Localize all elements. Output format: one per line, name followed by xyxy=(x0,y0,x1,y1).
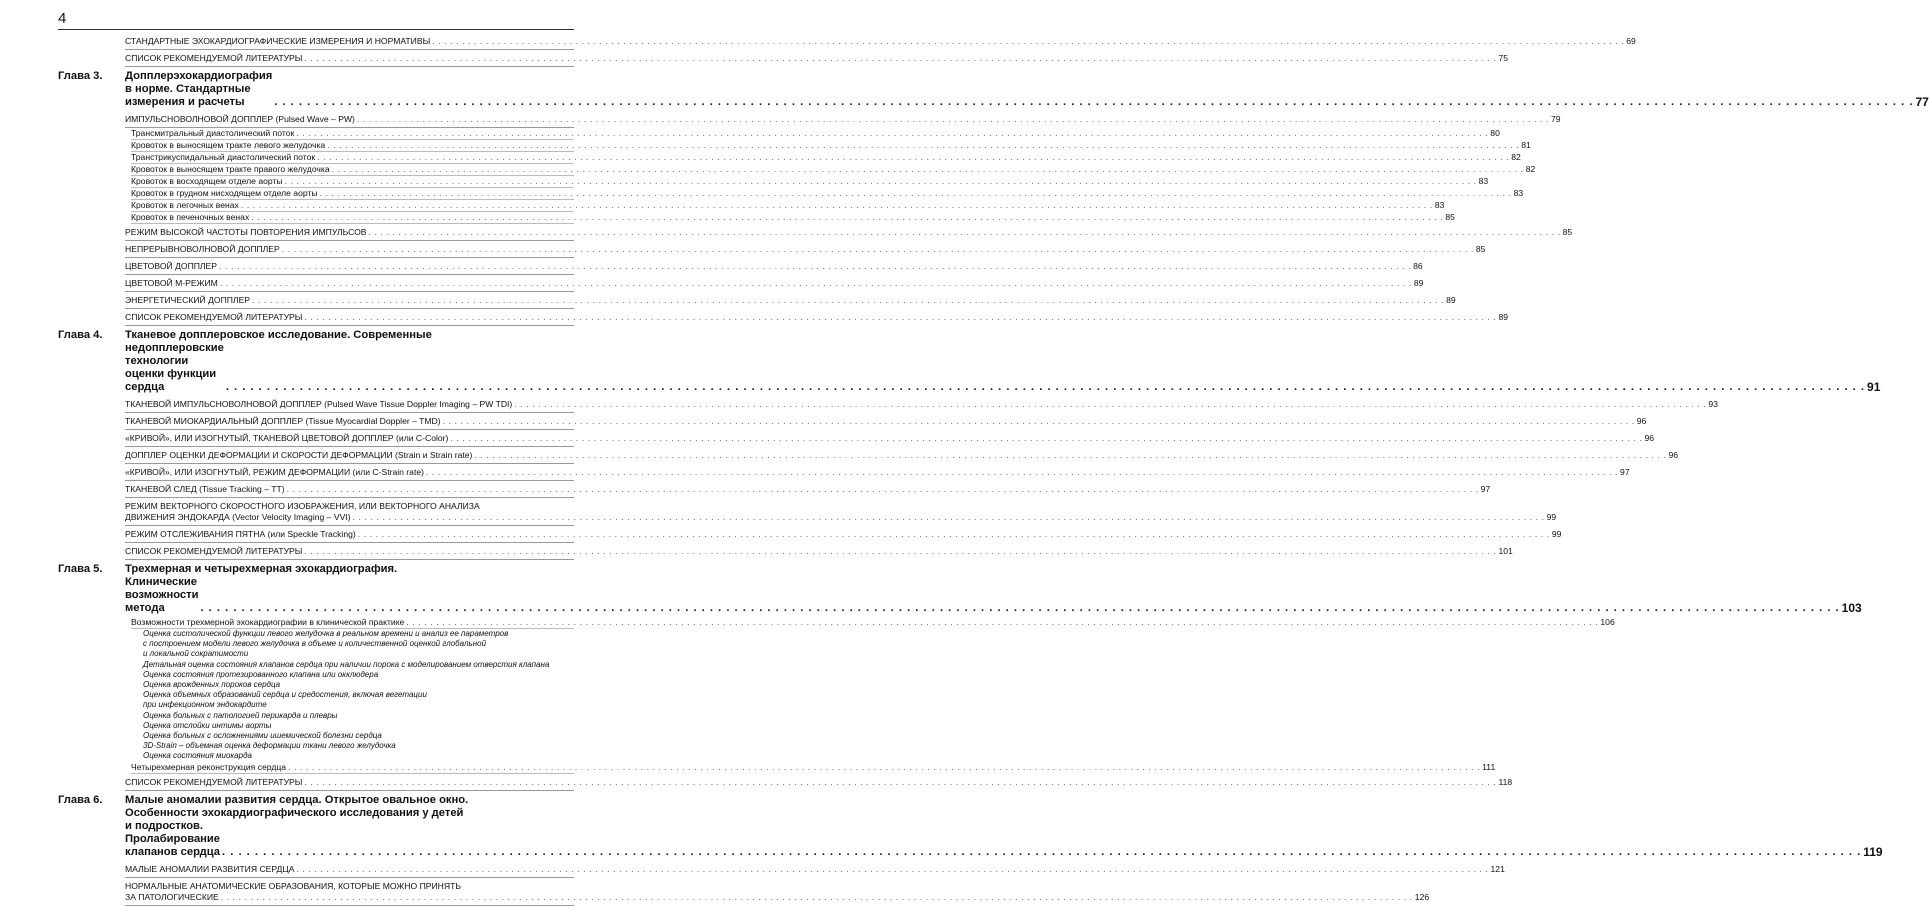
entry-title-line: ЗА ПАТОЛОГИЧЕСКИЕ xyxy=(125,891,219,902)
chapter-label: Глава 4. xyxy=(58,329,103,341)
chapter-page-number: 119 xyxy=(1863,844,1883,859)
entry-title-line: «КРИВОЙ», ИЛИ ИЗОГНУТЫЙ, ТКАНЕВОЙ ЦВЕТОВОЙ ДОППЛЕР (или C-Color) xyxy=(125,433,449,443)
toc-entry[interactable] xyxy=(125,447,1679,464)
toc-entry[interactable] xyxy=(125,861,1505,878)
dot-leader: . . . . . . . . . . . . . . . . . . . . . . . . . . . . . . . . . . . . . . . . . . . . . . . . . . . . . . . . . . . . . . . . . . . . . . . . . . . . . . . . . . . . . . . . . . . . . . . . . . . . . . . . . . . . . . . . . . . . . . . . . . . . . . . . . . . . . . . . . . . . . . . . . . . . . . . . . . . . . . . . . . . . . . . . . . . . . . . . . . . . . . . . . . . . . . . . . . . . . . . . xyxy=(406,617,1599,627)
entry-page-number: 89 xyxy=(1413,278,1424,288)
toc-entry[interactable] xyxy=(125,413,1647,430)
dot-leader: . . . . . . . . . . . . . . . . . . . . . . . . . . . . . . . . . . . . . . . . . . . . . . . . . . . . . . . . . . . . . . . . . . . . . . . . . . . . . . . . . . . . . . . . . . . . . . . . . . . . . . . . . . . . . . . . . . . . . . . . . . . . . . . . . . . . . . . . . . . . . . . . . . . . . . . . . . . . . . . . . . . . . . . . . . . . . . . . . . . . . . . . . . . . . . . . . . . . . . . . xyxy=(200,602,1840,614)
toc-entry[interactable] xyxy=(131,128,1500,140)
toc-entry[interactable] xyxy=(125,241,1486,258)
entry-title-line: Кровоток в выносящем тракте правого желудочка xyxy=(131,164,330,174)
chapter-label: Глава 6. xyxy=(58,793,103,806)
entry-page-number: 79 xyxy=(1550,114,1561,124)
toc-entry[interactable] xyxy=(125,33,1636,50)
entry-title-line: Оценка объемных образований сердца и средостения, включая вегетации xyxy=(143,690,427,700)
toc-subitem[interactable] xyxy=(143,680,574,690)
dot-leader: . . . . . . . . . . . . . . . . . . . . . . . . . . . . . . . . . . . . . . . . . . . . . . . . . . . . . . . . . . . . . . . . . . . . . . . . . . . . . . . . . . . . . . . . . . . . . . . . . . . . . . . . . . . . . . . . . . . . . . . . . . . . . . . . . . . . . . . . . . . . . . . . . . . . . . . . . . . . . . . . . . . . . . . . . . . . . . . . . . . . . . . . . . . . . . . . . . . . . . . . xyxy=(442,416,1635,426)
entry-page-number: 83 xyxy=(1434,200,1445,210)
entry-title-line: Кровоток в выносящем тракте левого желудочка xyxy=(131,140,326,150)
entry-page-number: 121 xyxy=(1490,863,1505,874)
dot-leader: . . . . . . . . . . . . . . . . . . . . . . . . . . . . . . . . . . . . . . . . . . . . . . . . . . . . . . . . . . . . . . . . . . . . . . . . . . . . . . . . . . . . . . . . . . . . . . . . . . . . . . . . . . . . . . . . . . . . . . . . . . . . . . . . . . . . . . . . . . . . . . . . . . . . . . . . . . . . . . . . . . . . . . . . . . . . . . . . . . . . . . . . . . . . . . . . . . . . . . . . xyxy=(474,450,1667,460)
dot-leader: . . . . . . . . . . . . . . . . . . . . . . . . . . . . . . . . . . . . . . . . . . . . . . . . . . . . . . . . . . . . . . . . . . . . . . . . . . . . . . . . . . . . . . . . . . . . . . . . . . . . . . . . . . . . . . . . . . . . . . . . . . . . . . . . . . . . . . . . . . . . . . . . . . . . . . . . . . . . . . . . . . . . . . . . . . . . . . . . . . . . . . . . . . . . . . . . . . . . . . . . xyxy=(317,152,1510,162)
toc-entry[interactable] xyxy=(125,258,1423,275)
toc-entry[interactable] xyxy=(131,140,1531,152)
dot-leader: . . . . . . . . . . . . . . . . . . . . . . . . . . . . . . . . . . . . . . . . . . . . . . . . . . . . . . . . . . . . . . . . . . . . . . . . . . . . . . . . . . . . . . . . . . . . . . . . . . . . . . . . . . . . . . . . . . . . . . . . . . . . . . . . . . . . . . . . . . . . . . . . . . . . . . . . . . . . . . . . . . . . . . . . . . . . . . . . . . . . . . . . . . . . . . . . . . . . . . . . xyxy=(357,529,1550,539)
toc-entry[interactable] xyxy=(131,188,1524,200)
toc-entry[interactable] xyxy=(125,275,1424,292)
entry-page-number: 126 xyxy=(1414,891,1430,902)
page-number: 4 xyxy=(58,10,67,27)
entry-page-number: 99 xyxy=(1551,529,1562,539)
toc-entry[interactable] xyxy=(131,152,1521,164)
toc-subitem[interactable] xyxy=(143,660,574,670)
entry-title-line: ТКАНЕВОЙ СЛЕД (Tissue Tracking – TT) xyxy=(125,484,285,494)
entry-page-number: 118 xyxy=(1498,776,1513,787)
entry-page-number: 106 xyxy=(1600,617,1615,627)
entry-title-line: ИМПУЛЬСНОВОЛНОВОЙ ДОППЛЕР (Pulsed Wave – PW) xyxy=(125,114,355,124)
dot-leader: . . . . . . . . . . . . . . . . . . . . . . . . . . . . . . . . . . . . . . . . . . . . . . . . . . . . . . . . . . . . . . . . . . . . . . . . . . . . . . . . . . . . . . . . . . . . . . . . . . . . . . . . . . . . . . . . . . . . . . . . . . . . . . . . . . . . . . . . . . . . . . . . . . . . . . . . . . . . . . . . . . . . . . . . . . . . . . . . . . . . . . . . . . . . . . . . . . . . . . . . xyxy=(425,467,1619,477)
entry-page-number: 101 xyxy=(1498,546,1513,556)
entry-title-line: Оценка больных с осложнениями ишемической болезни сердца xyxy=(143,731,382,741)
entry-title-line: Оценка отслойки интимы аорты xyxy=(143,720,272,730)
entry-title-line: ЦВЕТОВОЙ ДОППЛЕР xyxy=(125,261,218,271)
entry-page-number: 80 xyxy=(1490,128,1500,138)
toc-entry[interactable] xyxy=(125,292,1456,309)
chapter-title-line: Малые аномалии развития сердца. Открытое овальное окно. xyxy=(125,793,469,806)
entry-title-line: Оценка состояния миокарда xyxy=(143,751,252,761)
chapter-title-line: Допплерэхокардиография в норме. Стандартные измерения и расчеты xyxy=(125,70,273,108)
toc-entry[interactable] xyxy=(125,526,1562,543)
entry-page-number: 96 xyxy=(1668,450,1679,460)
entry-page-number: 83 xyxy=(1478,176,1489,186)
toc-entry[interactable] xyxy=(125,111,1561,128)
toc-list xyxy=(0,33,1929,906)
dot-leader: . . . . . . . . . . . . . . . . . . . . . . . . . . . . . . . . . . . . . . . . . . . . . . . . . . . . . . . . . . . . . . . . . . . . . . . . . . . . . . . . . . . . . . . . . . . . . . . . . . . . . . . . . . . . . . . . . . . . . . . . . . . . . . . . . . . . . . . . . . . . . . . . . . . . . . . . . . . . . . . . . . . . . . . . . . . . . . . . . . . . . . . . . . . . . . . . . . . . . . . . xyxy=(240,200,1433,210)
entry-title-line: НЕПРЕРЫВНОВОЛНОВОЙ ДОППЛЕР xyxy=(125,244,280,254)
toc-subitem[interactable] xyxy=(143,721,574,731)
toc-entry[interactable] xyxy=(125,430,1655,447)
entry-title-line: Оценка врожденных пороков сердца xyxy=(143,680,281,690)
dot-leader: . . . . . . . . . . . . . . . . . . . . . . . . . . . . . . . . . . . . . . . . . . . . . . . . . . . . . . . . . . . . . . . . . . . . . . . . . . . . . . . . . . . . . . . . . . . . . . . . . . . . . . . . . . . . . . . . . . . . . . . . . . . . . . . . . . . . . . . . . . . . . . . . . . . . . . . . . . . . . . . . . . . . . . . . . . . . . . . . . . . . . . . . . . . . . . . . . . . . . . . . xyxy=(252,295,1445,305)
chapter-label: Глава 3. xyxy=(58,70,103,82)
entry-page-number: 99 xyxy=(1546,512,1557,522)
entry-title-line: СПИСОК РЕКОМЕНДУЕМОЙ ЛИТЕРАТУРЫ xyxy=(125,312,303,322)
entry-title-line: ДОППЛЕР ОЦЕНКИ ДЕФОРМАЦИИ И СКОРОСТИ ДЕФОРМАЦИИ (Strain и Strain rate) xyxy=(125,450,473,460)
toc-entry[interactable] xyxy=(131,200,1445,212)
dot-leader: . . . . . . . . . . . . . . . . . . . . . . . . . . . . . . . . . . . . . . . . . . . . . . . . . . . . . . . . . . . . . . . . . . . . . . . . . . . . . . . . . . . . . . . . . . . . . . . . . . . . . . . . . . . . . . . . . . . . . . . . . . . . . . . . . . . . . . . . . . . . . . . . . . . . . . . . . . . . . . . . . . . . . . . . . . . . . . . . . . . . . . . . . . . . . . . . . . . . . . . . xyxy=(368,227,1561,237)
entry-title-line: при инфекционном эндокардите xyxy=(143,700,267,710)
dot-leader: . . . . . . . . . . . . . . . . . . . . . . . . . . . . . . . . . . . . . . . . . . . . . . . . . . . . . . . . . . . . . . . . . . . . . . . . . . . . . . . . . . . . . . . . . . . . . . . . . . . . . . . . . . . . . . . . . . . . . . . . . . . . . . . . . . . . . . . . . . . . . . . . . . . . . . . . . . . . . . . . . . . . . . . . . . . . . . . . . . . . . . . . . . . . . . . . . . . . . . . . xyxy=(220,891,1413,902)
entry-title-line: Кровоток в восходящем отделе аорты xyxy=(131,176,283,186)
dot-leader: . . . . . . . . . . . . . . . . . . . . . . . . . . . . . . . . . . . . . . . . . . . . . . . . . . . . . . . . . . . . . . . . . . . . . . . . . . . . . . . . . . . . . . . . . . . . . . . . . . . . . . . . . . . . . . . . . . . . . . . . . . . . . . . . . . . . . . . . . . . . . . . . . . . . . . . . . . . . . . . . . . . . . . . . . . . . . . . . . . . . . . . . . . . . . . . . . . . . . . . . xyxy=(284,176,1477,186)
entry-title-line: Детальная оценка состояния клапанов сердца при наличии порока с моделированием отверстия клапана xyxy=(143,659,550,669)
chapter-title-line: Клинические возможности метода xyxy=(125,576,199,614)
toc-entry[interactable] xyxy=(131,164,1536,176)
dot-leader: . . . . . . . . . . . . . . . . . . . . . . . . . . . . . . . . . . . . . . . . . . . . . . . . . . . . . . . . . . . . . . . . . . . . . . . . . . . . . . . . . . . . . . . . . . . . . . . . . . . . . . . . . . . . . . . . . . . . . . . . . . . . . . . . . . . . . . . . . . . . . . . . . . . . . . . . . . . . . . . . . . . . . . . . . . . . . . . . . . . . . . . . . . . . . . . . . . . . . . . . xyxy=(304,53,1497,63)
dot-leader: . . . . . . . . . . . . . . . . . . . . . . . . . . . . . . . . . . . . . . . . . . . . . . . . . . . . . . . . . . . . . . . . . . . . . . . . . . . . . . . . . . . . . . . . . . . . . . . . . . . . . . . . . . . . . . . . . . . . . . . . . . . . . . . . . . . . . . . . . . . . . . . . . . . . . . . . . . . . . . . . . . . . . . . . . . . . . . . . . . . . . . . . . . . . . . . . . . . . . . . . xyxy=(450,433,1643,443)
dot-leader: . . . . . . . . . . . . . . . . . . . . . . . . . . . . . . . . . . . . . . . . . . . . . . . . . . . . . . . . . . . . . . . . . . . . . . . . . . . . . . . . . . . . . . . . . . . . . . . . . . . . . . . . . . . . . . . . . . . . . . . . . . . . . . . . . . . . . . . . . . . . . . . . . . . . . . . . . . . . . . . . . . . . . . . . . . . . . . . . . . . . . . . . . . . . . . . . . . . . . . . . xyxy=(222,845,1862,858)
dot-leader: . . . . . . . . . . . . . . . . . . . . . . . . . . . . . . . . . . . . . . . . . . . . . . . . . . . . . . . . . . . . . . . . . . . . . . . . . . . . . . . . . . . . . . . . . . . . . . . . . . . . . . . . . . . . . . . . . . . . . . . . . . . . . . . . . . . . . . . . . . . . . . . . . . . . . . . . . . . . . . . . . . . . . . . . . . . . . . . . . . . . . . . . . . . . . . . . . . . . . . . . xyxy=(356,114,1549,124)
chapter-page-number: 103 xyxy=(1841,601,1862,615)
toc-subitem[interactable] xyxy=(143,731,574,741)
toc-entry[interactable] xyxy=(125,224,1573,241)
chapter-page-number: 91 xyxy=(1867,380,1881,394)
toc-subitem[interactable] xyxy=(143,741,574,751)
entry-title-line: НОРМАЛЬНЫЕ АНАТОМИЧЕСКИЕ ОБРАЗОВАНИЯ, КОТОРЫЕ МОЖНО ПРИНЯТЬ xyxy=(125,880,461,891)
toc-entry[interactable] xyxy=(125,498,1557,526)
entry-title-line: Оценка больных с патологией перикарда и плевры xyxy=(143,710,338,720)
chapter-title-line: Особенности эхокардиографического исследования у детей xyxy=(125,806,464,819)
entry-title-line: «КРИВОЙ», ИЛИ ИЗОГНУТЫЙ, РЕЖИМ ДЕФОРМАЦИИ (или C-Strain rate) xyxy=(125,467,424,477)
entry-title-line: Кровоток в грудном нисходящем отделе аорты xyxy=(131,188,318,198)
toc-entry[interactable] xyxy=(131,176,1489,188)
chapter-title-line: Трехмерная и четырехмерная эхокардиография. xyxy=(125,563,398,575)
entry-title-line: РЕЖИМ ВЕКТОРНОГО СКОРОСТНОГО ИЗОБРАЖЕНИЯ, ИЛИ ВЕКТОРНОГО АНАЛИЗА xyxy=(125,501,480,511)
entry-title-line: ЦВЕТОВОЙ М-РЕЖИМ xyxy=(125,278,218,288)
entry-title-line: ДВИЖЕНИЯ ЭНДОКАРДА (Vector Velocity Imaging – VVI) xyxy=(125,512,351,522)
entry-title-line: Кровоток в легочных венах xyxy=(131,200,239,210)
dot-leader: . . . . . . . . . . . . . . . . . . . . . . . . . . . . . . . . . . . . . . . . . . . . . . . . . . . . . . . . . . . . . . . . . . . . . . . . . . . . . . . . . . . . . . . . . . . . . . . . . . . . . . . . . . . . . . . . . . . . . . . . . . . . . . . . . . . . . . . . . . . . . . . . . . . . . . . . . . . . . . . . . . . . . . . . . . . . . . . . . . . . . . . . . . . . . . . . . . . . . . . . xyxy=(331,164,1524,174)
entry-title-line: Оценка состояния протезированного клапана или окклюдера xyxy=(143,669,379,679)
entry-page-number: 111 xyxy=(1482,761,1496,772)
entry-page-number: 96 xyxy=(1636,416,1647,426)
toc-entry[interactable] xyxy=(125,543,1513,560)
entry-page-number: 85 xyxy=(1562,227,1573,237)
dot-leader: . . . . . . . . . . . . . . . . . . . . . . . . . . . . . . . . . . . . . . . . . . . . . . . . . . . . . . . . . . . . . . . . . . . . . . . . . . . . . . . . . . . . . . . . . . . . . . . . . . . . . . . . . . . . . . . . . . . . . . . . . . . . . . . . . . . . . . . . . . . . . . . . . . . . . . . . . . . . . . . . . . . . . . . . . . . . . . . . . . . . . . . . . . . . . . . . . . . . . . . . xyxy=(432,36,1625,46)
entry-title-line: СТАНДАРТНЫЕ ЭХОКАРДИОГРАФИЧЕСКИЕ ИЗМЕРЕНИЯ И НОРМАТИВЫ xyxy=(125,36,431,46)
header-rule xyxy=(58,29,574,30)
entry-page-number: 97 xyxy=(1480,484,1491,494)
entry-title-line: Кровоток в печеночных венах xyxy=(131,212,250,222)
entry-title-line: и локальной сократимости xyxy=(143,649,249,659)
toc-entry[interactable] xyxy=(125,396,1718,413)
entry-page-number: 85 xyxy=(1475,244,1486,254)
entry-title-line: Трансмитральный диастолический поток xyxy=(131,128,295,138)
chapter-heading[interactable] xyxy=(0,791,1883,861)
entry-title-line: СПИСОК РЕКОМЕНДУЕМОЙ ЛИТЕРАТУРЫ xyxy=(125,546,303,556)
toc-subitem[interactable] xyxy=(143,751,574,761)
toc-entry[interactable] xyxy=(125,464,1630,481)
dot-leader: . . . . . . . . . . . . . . . . . . . . . . . . . . . . . . . . . . . . . . . . . . . . . . . . . . . . . . . . . . . . . . . . . . . . . . . . . . . . . . . . . . . . . . . . . . . . . . . . . . . . . . . . . . . . . . . . . . . . . . . . . . . . . . . . . . . . . . . . . . . . . . . . . . . . . . . . . . . . . . . . . . . . . . . . . . . . . . . . . . . . . . . . . . . . . . . . . . . . . . . . xyxy=(251,212,1444,222)
toc-entry[interactable] xyxy=(125,309,1509,326)
dot-leader: . . . . . . . . . . . . . . . . . . . . . . . . . . . . . . . . . . . . . . . . . . . . . . . . . . . . . . . . . . . . . . . . . . . . . . . . . . . . . . . . . . . . . . . . . . . . . . . . . . . . . . . . . . . . . . . . . . . . . . . . . . . . . . . . . . . . . . . . . . . . . . . . . . . . . . . . . . . . . . . . . . . . . . . . . . . . . . . . . . . . . . . . . . . . . . . . . . . . . . . . xyxy=(304,546,1497,556)
toc-subitem[interactable] xyxy=(143,690,574,710)
dot-leader: . . . . . . . . . . . . . . . . . . . . . . . . . . . . . . . . . . . . . . . . . . . . . . . . . . . . . . . . . . . . . . . . . . . . . . . . . . . . . . . . . . . . . . . . . . . . . . . . . . . . . . . . . . . . . . . . . . . . . . . . . . . . . . . . . . . . . . . . . . . . . . . . . . . . . . . . . . . . . . . . . . . . . . . . . . . . . . . . . . . . . . . . . . . . . . . . . . . . . . . . xyxy=(514,399,1707,409)
entry-title-line: РЕЖИМ ОТСЛЕЖИВАНИЯ ПЯТНА (или Speckle Tracking) xyxy=(125,529,356,539)
dot-leader: . . . . . . . . . . . . . . . . . . . . . . . . . . . . . . . . . . . . . . . . . . . . . . . . . . . . . . . . . . . . . . . . . . . . . . . . . . . . . . . . . . . . . . . . . . . . . . . . . . . . . . . . . . . . . . . . . . . . . . . . . . . . . . . . . . . . . . . . . . . . . . . . . . . . . . . . . . . . . . . . . . . . . . . . . . . . . . . . . . . . . . . . . . . . . . . . . . . . . . . . xyxy=(304,312,1497,322)
entry-page-number: 93 xyxy=(1708,399,1718,409)
dot-leader: . . . . . . . . . . . . . . . . . . . . . . . . . . . . . . . . . . . . . . . . . . . . . . . . . . . . . . . . . . . . . . . . . . . . . . . . . . . . . . . . . . . . . . . . . . . . . . . . . . . . . . . . . . . . . . . . . . . . . . . . . . . . . . . . . . . . . . . . . . . . . . . . . . . . . . . . . . . . . . . . . . . . . . . . . . . . . . . . . . . . . . . . . . . . . . . . . . . . . . . . xyxy=(219,261,1412,271)
toc-entry[interactable] xyxy=(131,212,1455,224)
entry-page-number: 89 xyxy=(1446,295,1456,305)
chapter-label: Глава 5. xyxy=(58,563,103,575)
toc-entry[interactable] xyxy=(125,50,1509,67)
entry-page-number: 81 xyxy=(1521,140,1531,150)
toc-entry[interactable] xyxy=(131,761,1496,774)
entry-title-line: СПИСОК РЕКОМЕНДУЕМОЙ ЛИТЕРАТУРЫ xyxy=(125,53,303,63)
toc-entry[interactable] xyxy=(125,878,1430,906)
dot-leader: . . . . . . . . . . . . . . . . . . . . . . . . . . . . . . . . . . . . . . . . . . . . . . . . . . . . . . . . . . . . . . . . . . . . . . . . . . . . . . . . . . . . . . . . . . . . . . . . . . . . . . . . . . . . . . . . . . . . . . . . . . . . . . . . . . . . . . . . . . . . . . . . . . . . . . . . . . . . . . . . . . . . . . . . . . . . . . . . . . . . . . . . . . . . . . . . . . . . . . . . xyxy=(225,381,1866,393)
entry-title-line: Транстрикуспидальный диастолический поток xyxy=(131,152,316,162)
chapter-page-number: 77 xyxy=(1915,95,1929,109)
dot-leader: . . . . . . . . . . . . . . . . . . . . . . . . . . . . . . . . . . . . . . . . . . . . . . . . . . . . . . . . . . . . . . . . . . . . . . . . . . . . . . . . . . . . . . . . . . . . . . . . . . . . . . . . . . . . . . . . . . . . . . . . . . . . . . . . . . . . . . . . . . . . . . . . . . . . . . . . . . . . . . . . . . . . . . . . . . . . . . . . . . . . . . . . . . . . . . . . . . . . . . . . xyxy=(327,140,1520,150)
chapter-heading[interactable] xyxy=(0,67,1929,111)
entry-title-line: Возможности трехмерной эхокардиографии в клинической практике xyxy=(131,617,405,627)
entry-page-number: 82 xyxy=(1525,164,1536,174)
entry-title-line: Оценка систолической функции левого желудочка в реальном времени и анализ ее параметров xyxy=(143,629,509,638)
entry-title-line: РЕЖИМ ВЫСОКОЙ ЧАСТОТЫ ПОВТОРЕНИЯ ИМПУЛЬСОВ xyxy=(125,227,367,237)
entry-title-line: ТКАНЕВОЙ МИОКАРДИАЛЬНЫЙ ДОППЛЕР (Tissue Myocardial Doppler – TMD) xyxy=(125,416,441,426)
toc-subitem[interactable] xyxy=(143,629,574,660)
entry-page-number: 97 xyxy=(1620,467,1630,477)
toc-entry[interactable] xyxy=(125,774,1513,791)
entry-page-number: 75 xyxy=(1498,53,1509,63)
entry-title-line: ТКАНЕВОЙ ИМПУЛЬСНОВОЛНОВОЙ ДОППЛЕР (Pulsed Wave Tissue Doppler Imaging – PW TDI) xyxy=(125,399,513,409)
dot-leader: . . . . . . . . . . . . . . . . . . . . . . . . . . . . . . . . . . . . . . . . . . . . . . . . . . . . . . . . . . . . . . . . . . . . . . . . . . . . . . . . . . . . . . . . . . . . . . . . . . . . . . . . . . . . . . . . . . . . . . . . . . . . . . . . . . . . . . . . . . . . . . . . . . . . . . . . . . . . . . . . . . . . . . . . . . . . . . . . . . . . . . . . . . . . . . . . . . . . . . . . xyxy=(288,761,1481,772)
toc-subitem[interactable] xyxy=(143,670,574,680)
dot-leader: . . . . . . . . . . . . . . . . . . . . . . . . . . . . . . . . . . . . . . . . . . . . . . . . . . . . . . . . . . . . . . . . . . . . . . . . . . . . . . . . . . . . . . . . . . . . . . . . . . . . . . . . . . . . . . . . . . . . . . . . . . . . . . . . . . . . . . . . . . . . . . . . . . . . . . . . . . . . . . . . . . . . . . . . . . . . . . . . . . . . . . . . . . . . . . . . . . . . . . . . xyxy=(352,512,1545,522)
entry-title-line: Четырехмерная реконструкция сердца xyxy=(131,761,287,772)
toc-entry[interactable] xyxy=(125,481,1491,498)
dot-leader: . . . . . . . . . . . . . . . . . . . . . . . . . . . . . . . . . . . . . . . . . . . . . . . . . . . . . . . . . . . . . . . . . . . . . . . . . . . . . . . . . . . . . . . . . . . . . . . . . . . . . . . . . . . . . . . . . . . . . . . . . . . . . . . . . . . . . . . . . . . . . . . . . . . . . . . . . . . . . . . . . . . . . . . . . . . . . . . . . . . . . . . . . . . . . . . . . . . . . . . . xyxy=(219,278,1412,288)
entry-page-number: 96 xyxy=(1644,433,1655,443)
entry-title-line: ЭНЕРГЕТИЧЕСКИЙ ДОППЛЕР xyxy=(125,295,251,305)
entry-title-line: МАЛЫЕ АНОМАЛИИ РАЗВИТИЯ СЕРДЦА xyxy=(125,863,295,874)
toc-entry[interactable] xyxy=(131,617,1615,629)
dot-leader: . . . . . . . . . . . . . . . . . . . . . . . . . . . . . . . . . . . . . . . . . . . . . . . . . . . . . . . . . . . . . . . . . . . . . . . . . . . . . . . . . . . . . . . . . . . . . . . . . . . . . . . . . . . . . . . . . . . . . . . . . . . . . . . . . . . . . . . . . . . . . . . . . . . . . . . . . . . . . . . . . . . . . . . . . . . . . . . . . . . . . . . . . . . . . . . . . . . . . . . . xyxy=(304,776,1497,787)
chapter-title-line: недопплеровские технологии оценки функции сердца xyxy=(125,342,224,393)
dot-leader: . . . . . . . . . . . . . . . . . . . . . . . . . . . . . . . . . . . . . . . . . . . . . . . . . . . . . . . . . . . . . . . . . . . . . . . . . . . . . . . . . . . . . . . . . . . . . . . . . . . . . . . . . . . . . . . . . . . . . . . . . . . . . . . . . . . . . . . . . . . . . . . . . . . . . . . . . . . . . . . . . . . . . . . . . . . . . . . . . . . . . . . . . . . . . . . . . . . . . . . . xyxy=(286,484,1479,494)
entry-page-number: 82 xyxy=(1511,152,1521,162)
entry-page-number: 86 xyxy=(1413,261,1423,271)
entry-page-number: 83 xyxy=(1513,188,1524,198)
entry-title-line: 3D-Strain – объемная оценка деформации ткани левого желудочка xyxy=(143,741,396,751)
chapter-heading[interactable] xyxy=(0,560,1862,617)
entry-title-line: с построением модели левого желудочка в объеме и количественной оценкой глобальной xyxy=(143,639,487,649)
dot-leader: . . . . . . . . . . . . . . . . . . . . . . . . . . . . . . . . . . . . . . . . . . . . . . . . . . . . . . . . . . . . . . . . . . . . . . . . . . . . . . . . . . . . . . . . . . . . . . . . . . . . . . . . . . . . . . . . . . . . . . . . . . . . . . . . . . . . . . . . . . . . . . . . . . . . . . . . . . . . . . . . . . . . . . . . . . . . . . . . . . . . . . . . . . . . . . . . . . . . . . . . xyxy=(274,96,1914,108)
dot-leader: . . . . . . . . . . . . . . . . . . . . . . . . . . . . . . . . . . . . . . . . . . . . . . . . . . . . . . . . . . . . . . . . . . . . . . . . . . . . . . . . . . . . . . . . . . . . . . . . . . . . . . . . . . . . . . . . . . . . . . . . . . . . . . . . . . . . . . . . . . . . . . . . . . . . . . . . . . . . . . . . . . . . . . . . . . . . . . . . . . . . . . . . . . . . . . . . . . . . . . . . xyxy=(319,188,1512,198)
entry-title-line: СПИСОК РЕКОМЕНДУЕМОЙ ЛИТЕРАТУРЫ xyxy=(125,776,303,787)
entry-page-number: 89 xyxy=(1498,312,1509,322)
chapter-heading[interactable] xyxy=(0,326,1881,396)
dot-leader: . . . . . . . . . . . . . . . . . . . . . . . . . . . . . . . . . . . . . . . . . . . . . . . . . . . . . . . . . . . . . . . . . . . . . . . . . . . . . . . . . . . . . . . . . . . . . . . . . . . . . . . . . . . . . . . . . . . . . . . . . . . . . . . . . . . . . . . . . . . . . . . . . . . . . . . . . . . . . . . . . . . . . . . . . . . . . . . . . . . . . . . . . . . . . . . . . . . . . . . . xyxy=(281,244,1474,254)
dot-leader: . . . . . . . . . . . . . . . . . . . . . . . . . . . . . . . . . . . . . . . . . . . . . . . . . . . . . . . . . . . . . . . . . . . . . . . . . . . . . . . . . . . . . . . . . . . . . . . . . . . . . . . . . . . . . . . . . . . . . . . . . . . . . . . . . . . . . . . . . . . . . . . . . . . . . . . . . . . . . . . . . . . . . . . . . . . . . . . . . . . . . . . . . . . . . . . . . . . . . . . . xyxy=(296,863,1489,874)
entry-page-number: 85 xyxy=(1445,212,1455,222)
entry-page-number: 69 xyxy=(1626,36,1636,46)
chapter-title-line: Тканевое допплеровское исследование. Современные xyxy=(125,329,432,341)
dot-leader: . . . . . . . . . . . . . . . . . . . . . . . . . . . . . . . . . . . . . . . . . . . . . . . . . . . . . . . . . . . . . . . . . . . . . . . . . . . . . . . . . . . . . . . . . . . . . . . . . . . . . . . . . . . . . . . . . . . . . . . . . . . . . . . . . . . . . . . . . . . . . . . . . . . . . . . . . . . . . . . . . . . . . . . . . . . . . . . . . . . . . . . . . . . . . . . . . . . . . . . . xyxy=(296,128,1489,138)
chapter-title-line: и подростков. Пролабирование клапанов сердца xyxy=(125,819,221,858)
toc-subitem[interactable] xyxy=(143,711,574,721)
